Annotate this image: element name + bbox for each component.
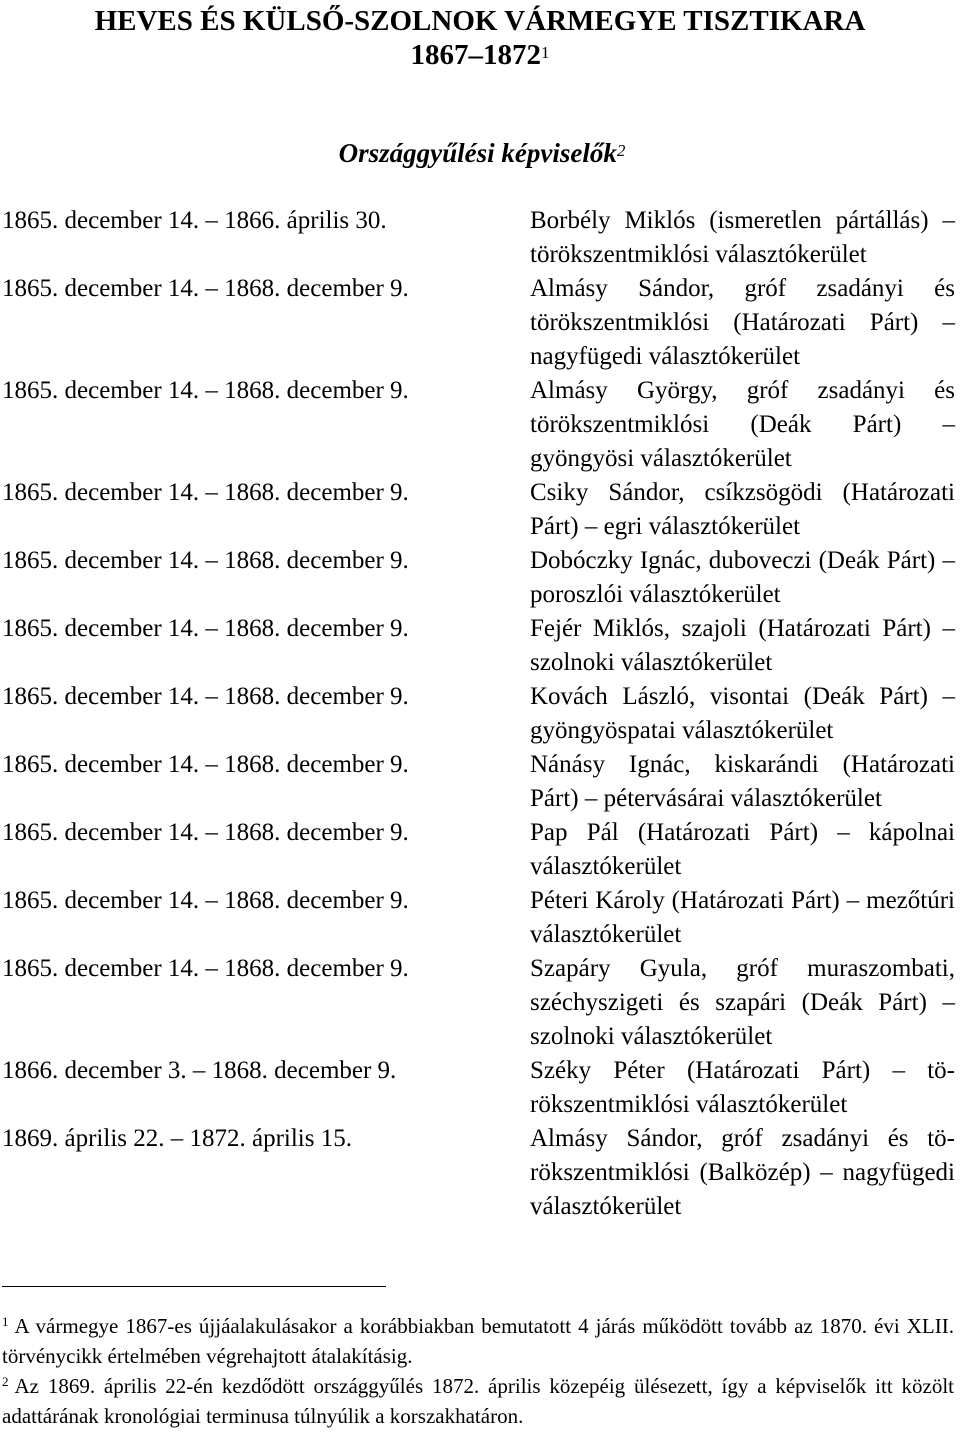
list-item	[0, 1122, 960, 1224]
list-item	[0, 680, 960, 748]
entry-description: Dobóczky Ignác, duboveczi (Deák Párt) – poroszlói választókerület	[530, 547, 955, 608]
entry-description: Nánásy Ignác, kiskarándi (Határozati Párt) – pétervásárai választókerület	[530, 751, 955, 812]
footnote-marker: 2	[2, 1374, 9, 1389]
entry-date: 1865. december 14. – 1868. december 9.	[2, 819, 409, 846]
entry-date: 1865. december 14. – 1866. április 30.	[2, 207, 387, 234]
list-item	[0, 374, 960, 476]
list-item	[0, 272, 960, 374]
footnote-marker: 1	[2, 1314, 9, 1329]
list-item	[0, 204, 960, 272]
entry-date: 1865. december 14. – 1868. december 9.	[2, 275, 409, 302]
list-item	[0, 884, 960, 952]
entry-date: 1865. december 14. – 1868. december 9.	[2, 751, 409, 778]
representatives-list	[0, 204, 960, 1224]
footnote-1	[2, 1311, 954, 1371]
entry-description: Széky Péter (Határozati Párt) – törökszentmiklósi választókerület	[530, 1057, 955, 1118]
entry-description: Almásy Sándor, gróf zsadányi és törökszentmiklósi (Határozati Párt) – nagyfügedi választókerület	[530, 275, 955, 370]
entry-date: 1865. december 14. – 1868. december 9.	[2, 887, 409, 914]
footnote-divider	[2, 1286, 386, 1287]
entry-description: Szapáry Gyula, gróf muraszombati, széchyszigeti és szapári (Deák Párt) – szolnoki választókerület	[530, 955, 955, 1050]
entry-date: 1865. december 14. – 1868. december 9.	[2, 615, 409, 642]
entry-date: 1866. december 3. – 1868. december 9.	[2, 1057, 397, 1084]
entry-date: 1865. december 14. – 1868. december 9.	[2, 479, 409, 506]
footnote-2	[2, 1371, 954, 1431]
entry-description: Péteri Károly (Határozati Párt) – mezőtúri választókerület	[530, 887, 955, 948]
list-item	[0, 1054, 960, 1122]
footnote-ref-2[interactable]: 2	[616, 141, 626, 160]
entry-description: Csiky Sándor, csíkzsögödi (Határozati Párt) – egri választókerület	[530, 479, 955, 540]
list-item	[0, 612, 960, 680]
footnote-text: Az 1869. április 22-én kezdődött országgyűlés 1872. április közepéig ülésezett, így a képviselők itt közölt adattárának kronológiai terminusa túlnyúlik a korszakhatáron.	[2, 1374, 954, 1428]
page-title-line2: 1867–1872	[410, 39, 541, 71]
list-item	[0, 952, 960, 1054]
page-title	[0, 4, 960, 38]
list-item	[0, 544, 960, 612]
entry-date: 1869. április 22. – 1872. április 15.	[2, 1125, 352, 1152]
entry-description: Almásy György, gróf zsadányi és törökszentmiklósi (Deák Párt) – gyöngyösi választókerület	[530, 377, 955, 472]
page-title-years	[0, 38, 960, 72]
list-item	[0, 476, 960, 544]
list-item	[0, 748, 960, 816]
footnote-ref-1[interactable]: 1	[541, 43, 550, 62]
entry-description: Borbély Miklós (ismeretlen pártállás) – törökszentmiklósi választókerület	[530, 207, 955, 268]
entry-description: Fejér Miklós, szajoli (Határozati Párt) – szolnoki választókerület	[530, 615, 955, 676]
footnotes	[2, 1311, 954, 1431]
page-title-line1: HEVES ÉS KÜLSŐ-SZOLNOK VÁRMEGYE TISZTIKARA	[94, 5, 866, 37]
section-heading	[0, 136, 960, 170]
entry-date: 1865. december 14. – 1868. december 9.	[2, 955, 409, 982]
entry-date: 1865. december 14. – 1868. december 9.	[2, 683, 409, 710]
entry-description: Pap Pál (Határozati Párt) – kápolnai választókerület	[530, 819, 955, 880]
entry-date: 1865. december 14. – 1868. december 9.	[2, 377, 409, 404]
entry-description: Kovách László, visontai (Deák Párt) – gyöngyöspatai választókerület	[530, 683, 955, 744]
list-item	[0, 816, 960, 884]
entry-description: Almásy Sándor, gróf zsadányi és törökszentmiklósi (Balközép) – nagyfügedi választókerület	[530, 1125, 955, 1220]
entry-date: 1865. december 14. – 1868. december 9.	[2, 547, 409, 574]
section-title: Országgyűlési képviselők	[338, 138, 617, 168]
footnote-text: A vármegye 1867-es újjáalakulásakor a korábbiakban bemutatott 4 járás működött tovább az 1870. évi XLII. törvénycikk értelmében végrehajtott átalakításig.	[2, 1314, 954, 1368]
